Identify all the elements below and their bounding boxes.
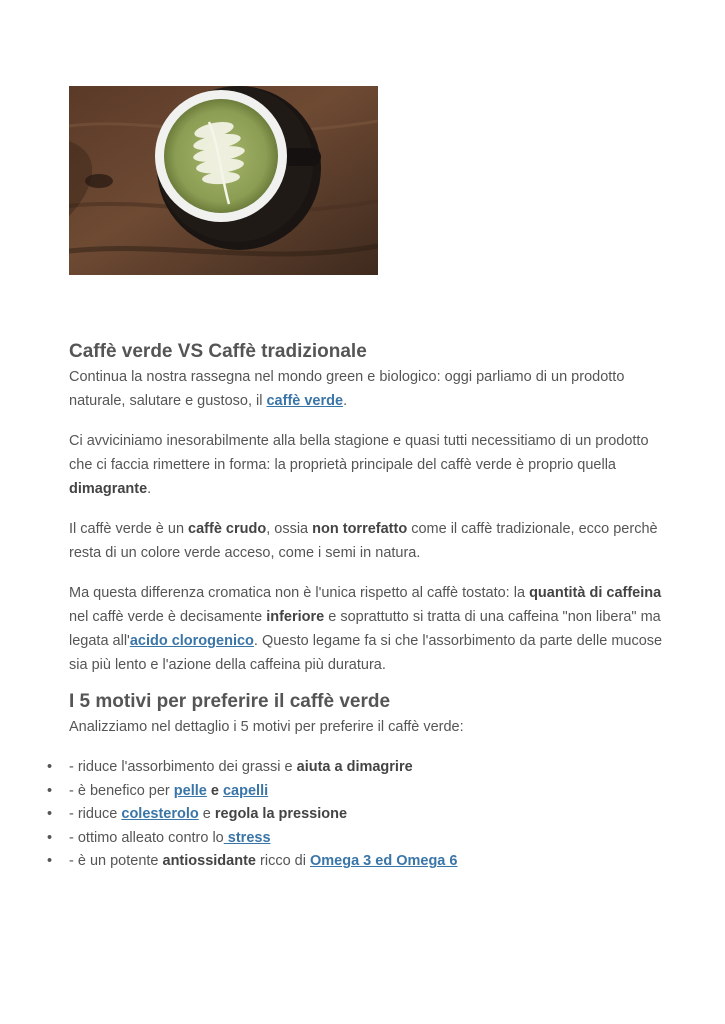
paragraph-caffeine <box>69 581 669 677</box>
bold-antiossidante: antiossidante <box>162 853 256 870</box>
text: e soprattutto si tratta di una caffeina "non libera" ma legata all' <box>69 609 661 649</box>
paragraph-season <box>69 429 669 501</box>
article <box>47 339 669 874</box>
link-omega[interactable]: Omega 3 ed Omega 6 <box>309 853 458 870</box>
text: ricco di <box>255 853 310 870</box>
text: Il caffè verde è un <box>69 521 189 537</box>
link-pelle[interactable]: pelle <box>173 782 207 799</box>
section-title-five-reasons: I 5 motivi per preferire il caffè verde <box>69 691 391 712</box>
bold-aiuta-dimagrire: aiuta a dimagrire <box>296 759 413 775</box>
paragraph-raw-coffee <box>69 517 669 565</box>
link-capelli[interactable]: capelli <box>222 782 269 799</box>
link-caffe-verde[interactable]: caffè verde <box>266 393 344 409</box>
text: nel caffè verde è decisamente <box>69 609 267 625</box>
bullet-icon: • <box>47 829 53 846</box>
list-item <box>47 803 669 827</box>
text: , ossia <box>266 521 313 537</box>
bold-quantita-caffeina: quantità di caffeina <box>529 585 662 601</box>
bold-regola-pressione: regola la pressione <box>214 806 348 823</box>
text: . <box>147 481 152 497</box>
list-item <box>47 827 669 851</box>
reasons-list <box>47 756 669 874</box>
bold-non-torrefatto: non torrefatto <box>312 521 408 537</box>
text: come il caffè tradizionale, ecco perchè resta di un colore verde acceso, come i semi in natura. <box>69 521 658 561</box>
text: e <box>198 806 215 823</box>
list-item <box>47 850 669 874</box>
text: - riduce <box>69 806 122 823</box>
bullet-icon: • <box>47 853 53 870</box>
bullet-icon: • <box>47 759 53 775</box>
text: - ottimo alleato contro lo <box>69 829 224 846</box>
paragraph-reasons-intro: Analizziamo nel dettaglio i 5 motivi per preferire il caffè verde: <box>69 719 464 735</box>
text: Continua la nostra rassegna nel mondo green e biologico: oggi parliamo di un prodotto naturale, salutare e gustoso, il <box>69 369 625 409</box>
text: - è benefico per <box>69 782 174 799</box>
bullet-icon: • <box>47 806 53 823</box>
text: . <box>343 393 348 409</box>
bold-inferiore: inferiore <box>266 609 325 625</box>
list-item <box>47 780 669 804</box>
bold-caffe-crudo: caffè crudo <box>188 521 267 537</box>
bold-e: e <box>210 782 219 799</box>
link-stress[interactable]: stress <box>223 829 271 846</box>
matcha-latte-image <box>69 86 378 275</box>
bullet-icon: • <box>47 782 53 799</box>
bold-dimagrante: dimagrante <box>69 481 148 497</box>
text: Ma questa differenza cromatica non è l'unica rispetto al caffè tostato: la <box>69 585 530 601</box>
link-colesterolo[interactable]: colesterolo <box>121 806 199 823</box>
text: - è un potente <box>69 853 163 870</box>
text: . Questo legame fa si che l'assorbimento da parte delle mucose sia più lento e l'azione della caffeina più duratura. <box>69 633 663 673</box>
text: Ci avviciniamo inesorabilmente alla bella stagione e quasi tutti necessitiamo di un prodotto che ci faccia rimettere in forma: la proprietà principale del caffè verde è proprio quella <box>69 433 649 473</box>
paragraph-intro <box>69 365 669 413</box>
list-item <box>47 756 669 780</box>
text: - riduce l'assorbimento dei grassi e <box>69 759 297 775</box>
section-title-green-vs-traditional: Caffè verde VS Caffè tradizionale <box>69 341 367 362</box>
link-acido-clorogenico[interactable]: acido clorogenico <box>129 633 254 649</box>
